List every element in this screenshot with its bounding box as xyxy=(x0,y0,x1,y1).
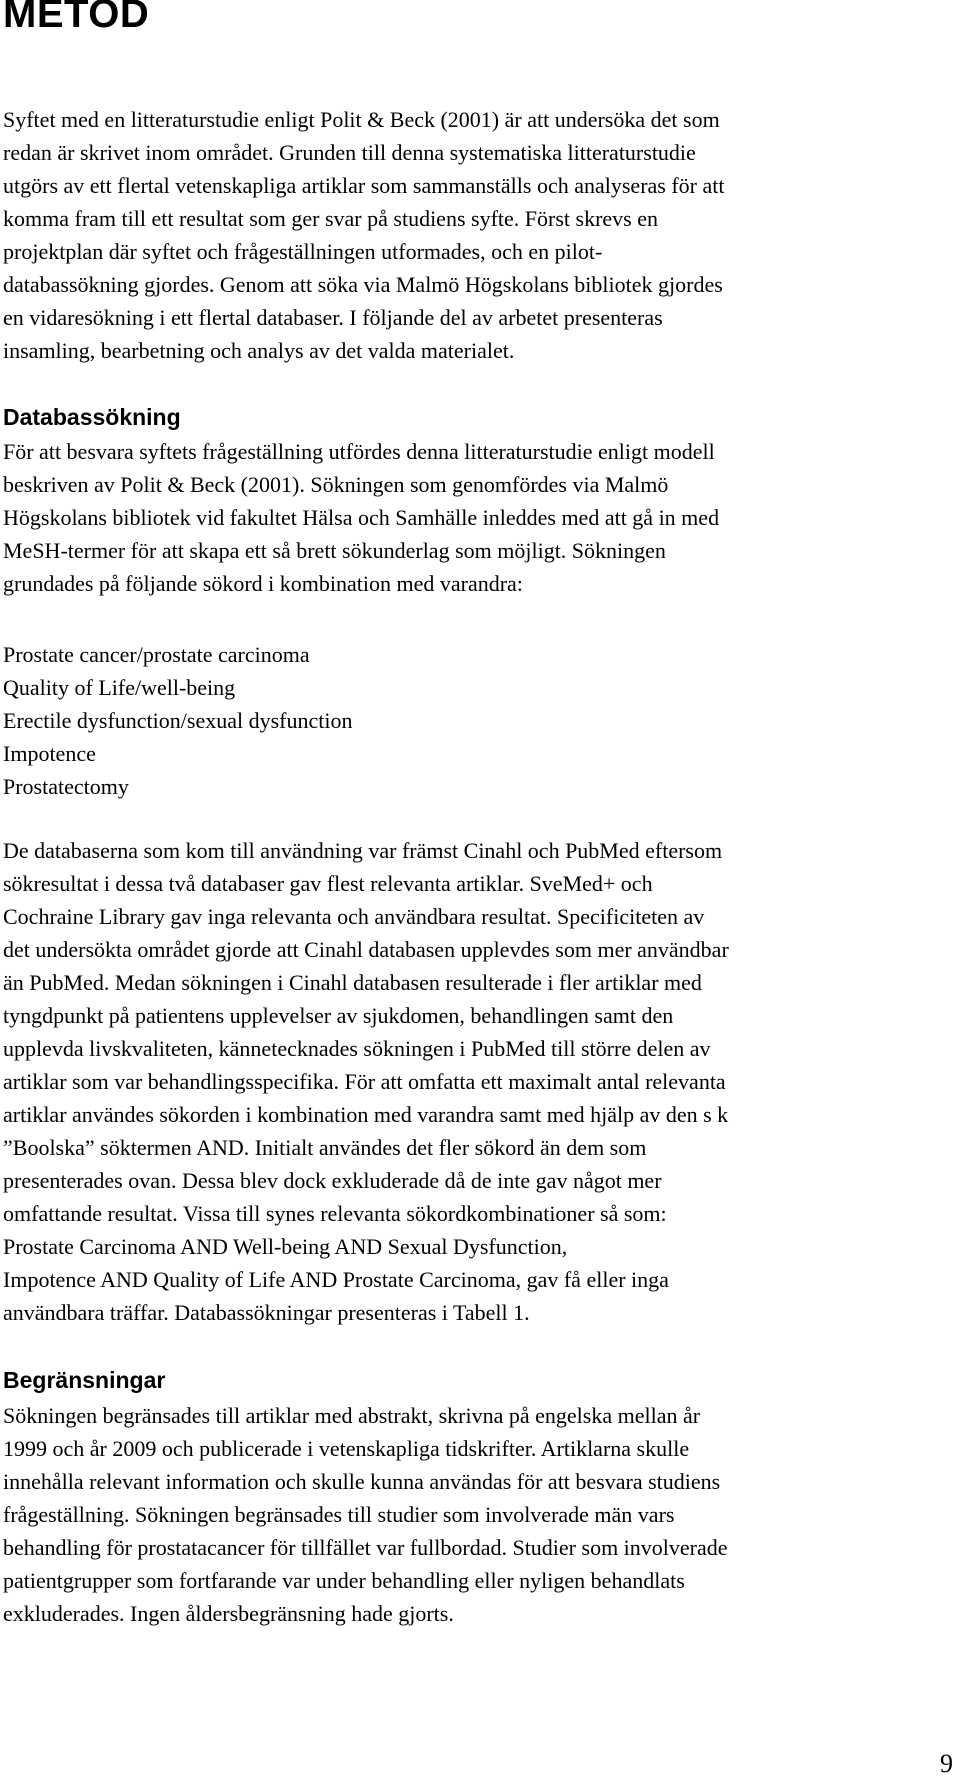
text-line: ”Boolska” söktermen AND. Initialt användes det fler sökord än dem som xyxy=(3,1135,647,1160)
text-line: 1999 och år 2009 och publicerade i vetenskapliga tidskrifter. Artiklarna skulle xyxy=(3,1436,690,1461)
text-line: Sökningen begränsades till artiklar med abstrakt, skrivna på engelska mellan år xyxy=(3,1403,701,1428)
text-line: patientgrupper som fortfarande var under behandling eller nyligen behandlats xyxy=(3,1568,685,1593)
paragraph-text xyxy=(3,435,948,600)
databassokning-paragraph-1 xyxy=(3,435,948,600)
text-line: För att besvara syftets frågeställning utfördes denna litteraturstudie enligt modell xyxy=(3,439,715,464)
begransningar-paragraph xyxy=(3,1399,948,1630)
text-line: sökresultat i dessa två databaser gav flest relevanta artiklar. SveMed+ och xyxy=(3,871,653,896)
databassokning-paragraph-2 xyxy=(3,834,948,1329)
text-line: Cochraine Library gav inga relevanta och användbara resultat. Specificiteten av xyxy=(3,904,705,929)
text-line: MeSH-termer för att skapa ett så brett sökunderlag som möjligt. Sökningen xyxy=(3,538,666,563)
text-line: upplevda livskvaliteten, kännetecknades sökningen i PubMed till större delen av xyxy=(3,1036,711,1061)
text-line: beskriven av Polit & Beck (2001). Sökningen som genomfördes via Malmö xyxy=(3,472,669,497)
text-line: Högskolans bibliotek vid fakultet Hälsa och Samhälle inleddes med att gå in med xyxy=(3,505,720,530)
section-heading: Databassökning xyxy=(3,404,181,430)
text-line: det undersökta området gjorde att Cinahl databasen upplevdes som mer användbar xyxy=(3,937,729,962)
text-line: artiklar användes sökorden i kombination med varandra samt med hjälp av den s k xyxy=(3,1102,729,1127)
search-terms xyxy=(3,638,948,803)
text-line: en vidaresökning i ett flertal databaser. I följande del av arbetet presenteras xyxy=(3,305,663,330)
text-line: komma fram till ett resultat som ger svar på studiens syfte. Först skrevs en xyxy=(3,206,658,231)
section-begransningar xyxy=(3,1365,948,1395)
text-line: frågeställning. Sökningen begränsades till studier som involverade män vars xyxy=(3,1502,675,1527)
intro-paragraph xyxy=(3,103,948,367)
text-line: presenterades ovan. Dessa blev dock exkluderade då de inte gav något mer xyxy=(3,1168,662,1193)
section-heading: Begränsningar xyxy=(3,1367,166,1393)
text-line: databassökning gjordes. Genom att söka via Malmö Högskolans bibliotek gjordes xyxy=(3,272,723,297)
text-line: artiklar som var behandlingsspecifika. För att omfatta ett maximalt antal relevanta xyxy=(3,1069,726,1094)
page-number: 9 xyxy=(940,1749,953,1778)
text-line: exkluderades. Ingen åldersbegränsning hade gjorts. xyxy=(3,1601,454,1626)
search-term: Impotence xyxy=(3,741,96,766)
intro-text xyxy=(3,103,948,367)
text-line: tyngdpunkt på patientens upplevelser av sjukdomen, behandlingen samt den xyxy=(3,1003,674,1028)
search-term: Prostatectomy xyxy=(3,774,129,799)
text-line: Impotence AND Quality of Life AND Prostate Carcinoma, gav få eller inga xyxy=(3,1267,669,1292)
text-line: projektplan där syftet och frågeställningen utformades, och en pilot- xyxy=(3,239,603,264)
paragraph-text xyxy=(3,834,948,1329)
search-term: Erectile dysfunction/sexual dysfunction xyxy=(3,708,353,733)
text-line: innehålla relevant information och skulle kunna användas för att besvara studiens xyxy=(3,1469,721,1494)
text-line: grundades på följande sökord i kombination med varandra: xyxy=(3,571,523,596)
text-line: användbara träffar. Databassökningar presenteras i Tabell 1. xyxy=(3,1300,530,1325)
search-term: Prostate cancer/prostate carcinoma xyxy=(3,642,310,667)
search-term: Quality of Life/well-being xyxy=(3,675,236,700)
paragraph-text xyxy=(3,1399,948,1630)
text-line: omfattande resultat. Vissa till synes relevanta sökordkombinationer så som: xyxy=(3,1201,667,1226)
search-terms-list xyxy=(3,638,948,803)
text-line: behandling för prostatacancer för tillfället var fullbordad. Studier som involverade xyxy=(3,1535,728,1560)
text-line: utgörs av ett flertal vetenskapliga artiklar som sammanställs och analyseras för att xyxy=(3,173,725,198)
page-title: METOD xyxy=(3,0,150,36)
text-line: Prostate Carcinoma AND Well-being AND Sexual Dysfunction, xyxy=(3,1234,568,1259)
text-line: redan är skrivet inom området. Grunden till denna systematiska litteraturstudie xyxy=(3,140,696,165)
section-databassokning xyxy=(3,402,948,432)
text-line: De databaserna som kom till användning var främst Cinahl och PubMed eftersom xyxy=(3,838,723,863)
text-line: Syftet med en litteraturstudie enligt Polit & Beck (2001) är att undersöka det som xyxy=(3,107,720,132)
text-line: insamling, bearbetning och analys av det valda materialet. xyxy=(3,338,515,363)
text-line: än PubMed. Medan sökningen i Cinahl databasen resulterade i fler artiklar med xyxy=(3,970,702,995)
